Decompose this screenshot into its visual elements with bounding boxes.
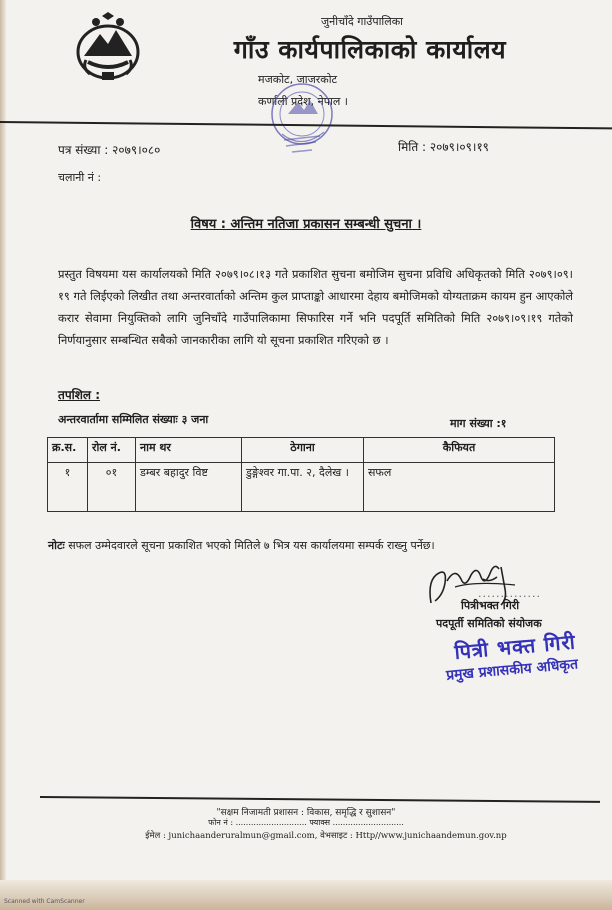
- footer-phone: फोन नं : ............................ फ्याक्स ............................: [208, 818, 404, 827]
- paper-bottom-edge: [0, 880, 612, 910]
- footer-divider: [40, 796, 600, 803]
- signer-name: पित्रीभक्त गिरी: [461, 599, 520, 612]
- dispatch-number: चलानी नं :: [58, 171, 102, 184]
- letter-reference-number: पत्र संख्या : २०७९।०८०: [58, 143, 161, 157]
- header-serial: क्र.स.: [48, 438, 88, 463]
- office-seal-icon: [254, 74, 350, 170]
- stamp-name: पित्री भक्त गिरी: [453, 629, 577, 665]
- notice-body: प्रस्तुत विषयमा यस कार्यालयको मिति २०७९।०८।१३ गते प्रकाशित सुचना बमोजिम सुचना प्रविधि अधिकृतको मिति २०७९।०९।१९ गते लिईएको लिखीत तथा अन्तरवार्ताको अन्तिम कुल प्राप्ताङ्को आधारमा देहाय बमोजिमको योग्यताक्रम कायम हुन आएकोले करार सेवामा नियुक्तिको लागि जुनिचाँदे गाउँपालिकामा सिफारिस गर्ने भनि पदपूर्ति समितिको मिति २०७९।०९।१९ गतेको निर्णयानुसार सम्बन्धित सबैको जानकारीका लागि यो सूचना प्रकाशित गरिएको छ ।: [58, 267, 573, 347]
- cell-name: डम्बर बहादुर विष्ट: [136, 463, 242, 512]
- header-name: नाम थर: [136, 438, 242, 463]
- note-text: सफल उम्मेदवारले सूचना प्रकाशित भएको मितिले ७ भित्र यस कार्यालयमा सम्पर्क राख्नु पर्नेछ।: [68, 539, 435, 552]
- signature-line: ..............: [478, 587, 541, 600]
- interview-count: अन्तरवार्तामा सम्मिलित संख्याः ३ जना: [58, 413, 209, 426]
- cell-remarks: सफल: [364, 463, 555, 512]
- signer-role: पदपूर्ती समितिको संयोजक: [436, 617, 542, 630]
- notice-subject: [0, 214, 612, 232]
- notice-subject-text: विषय : अन्तिम नतिजा प्रकासन सम्बन्धी सुचना ।: [190, 217, 422, 232]
- header-remarks: कैफियत: [364, 438, 555, 463]
- table-row: [48, 463, 555, 512]
- stamp-role: प्रमुख प्रशासकीय अधिकृत: [445, 656, 579, 684]
- cell-roll-number: ०१: [88, 463, 136, 512]
- officer-stamp: [443, 627, 579, 684]
- note-label: नोटः: [48, 539, 65, 552]
- cell-address: डुङ्गेश्वर गा.पा. २, दैलेख ।: [242, 463, 364, 512]
- scanner-watermark: Scanned with CamScanner: [4, 898, 85, 905]
- footer-motto: "सक्षम निजामती प्रशासन : विकास, समृद्धि र सुशासन": [216, 808, 396, 818]
- office-title: गाँउ कार्यपालिकाको कार्यालय: [233, 35, 507, 64]
- letter-date: मिति : २०७९।०९।१९: [398, 140, 489, 154]
- details-label: तपशिल :: [58, 388, 101, 402]
- office-address: मजकोट, जाजरकोट: [258, 73, 338, 86]
- header-roll-number: रोल नं.: [88, 438, 136, 463]
- table-header-row: [48, 438, 555, 463]
- results-table: [47, 437, 555, 512]
- demand-count: माग संख्या :१: [450, 417, 507, 430]
- office-country: कर्णाली प्रदेश, नेपाल ।: [258, 95, 348, 108]
- cell-serial: १: [48, 463, 88, 512]
- paper-left-edge: [0, 0, 6, 910]
- municipality-name: जुनीचाँदे गाउँपालिका: [320, 15, 404, 28]
- footer-contact: ईमेल : junichaanderuralmun@gmail.com, वेभसाइट : Http//www.junichaandemun.gov.np: [145, 831, 507, 841]
- header-address: ठेगाना: [242, 438, 364, 463]
- note: [48, 538, 588, 553]
